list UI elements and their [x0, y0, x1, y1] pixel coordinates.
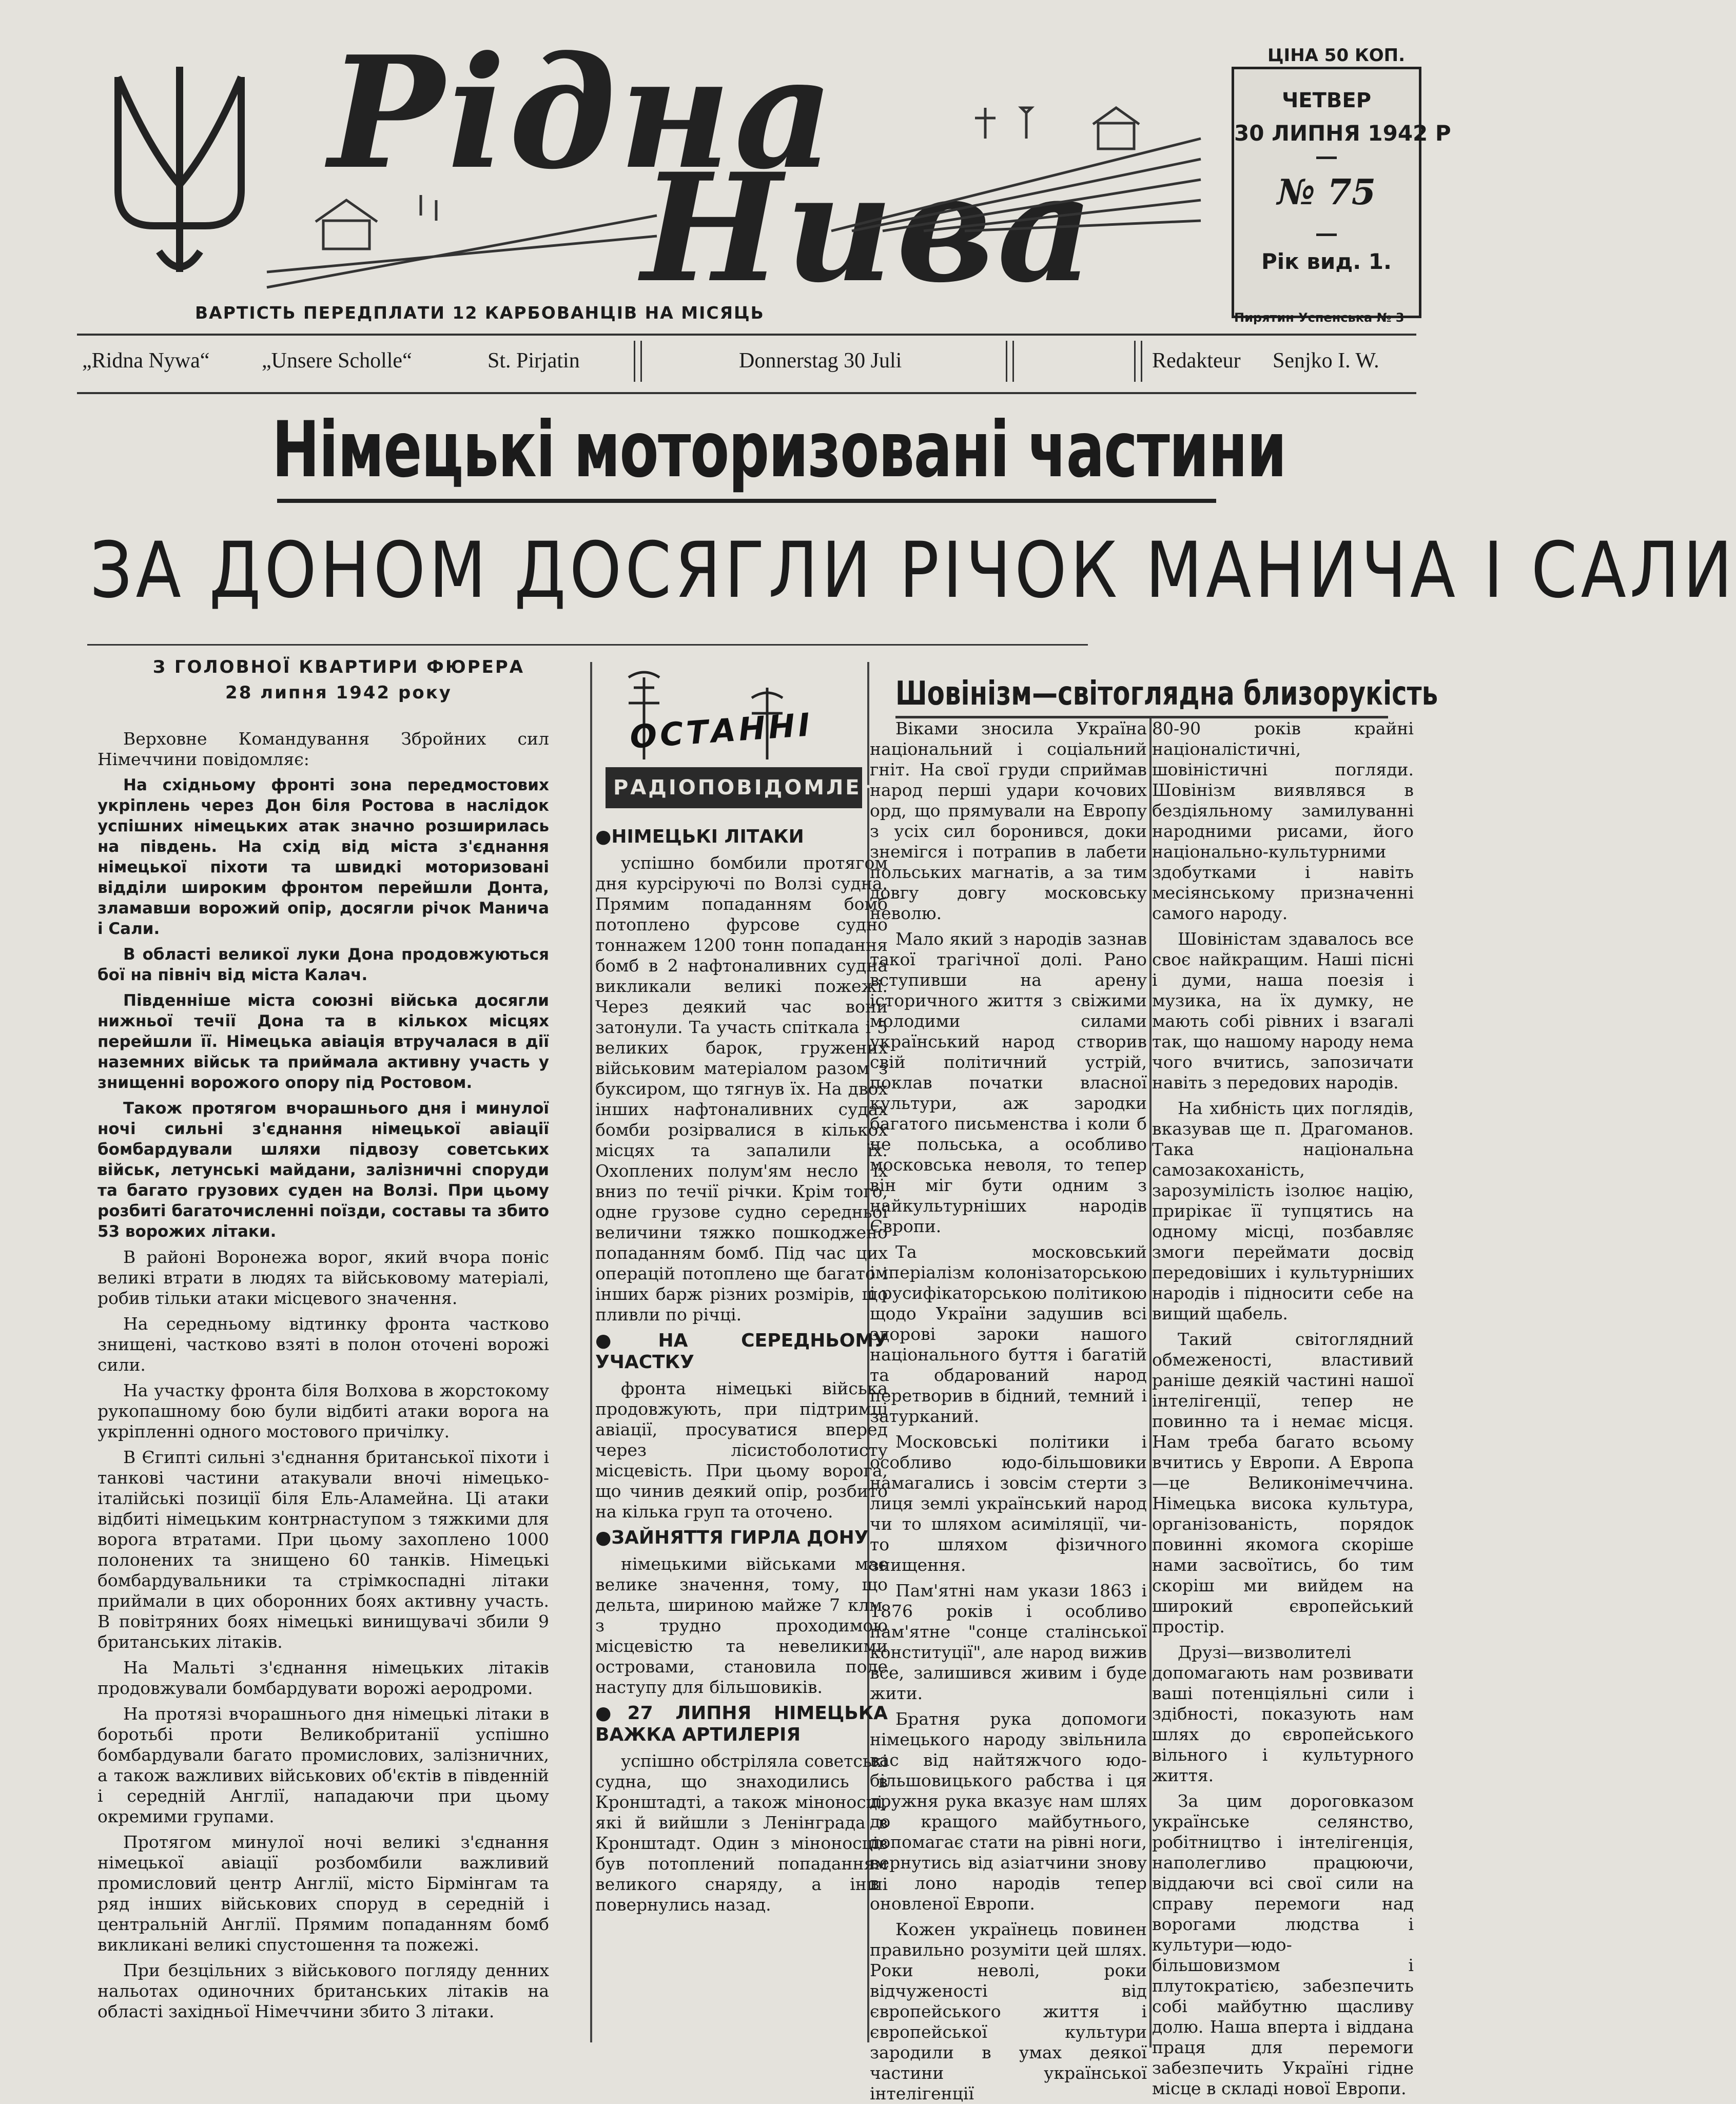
german-info-bar [77, 334, 1416, 394]
report-paragraph: Також протягом вчорашнього дня і минулої ночі сильні з'єднання німецької авіації бомбардували шляхи підвозу советських військ, летунські майдани, залізничні споруди та багато грузових суден на Волзі. При цьому розбиті багаточисленні поїзди, составы та збито 53 ворожих літаки. [97, 1099, 549, 1241]
trident-emblem-icon [103, 56, 257, 287]
name-german: „Unsere Scholle“ [262, 349, 412, 373]
main-headline [272, 405, 1286, 508]
radio-item-heading: ●НІМЕЦЬКІ ЛІТАКИ [595, 826, 804, 847]
issue-number: № 75 [1277, 172, 1376, 213]
fuhrer-hq-title: З ГОЛОВНОЇ КВАРТИРИ ФЮРЕРА [152, 657, 525, 677]
radio-item-text: німецькими військами має велике значення, тому, що дельта, шириною майже 7 клм. з трудно проходимою місцевістю та невеликими островами, становила поле наступу для більшовиків. [595, 1554, 888, 1697]
fuhrer-hq-heading [139, 654, 539, 706]
editor-name: Senjko I. W. [1273, 349, 1379, 373]
masthead [0, 0, 1451, 325]
subscription-price: ВАРТІСТЬ ПЕРЕДПЛАТИ 12 КАРБОВАНЦІВ НА МІСЯЦЬ [195, 303, 765, 323]
issue-info-box [1232, 67, 1451, 325]
column-4-article [1152, 718, 1414, 2098]
issue-day: ЧЕТВЕР [1281, 89, 1372, 112]
radio-subtitle: РАДІОПОВІДОМЛЕННЯ [613, 776, 918, 800]
article-paragraph: Та московський імперіалізм колонізаторською і русифікаторською політикою щодо України задушив всі здорові зароки нашого національного буття і багатій та обдарований народ перетворив в бідний, темний і затурканий. [870, 1242, 1147, 1426]
village-icon [267, 185, 657, 293]
issue-date: 30 ЛИПНЯ 1942 Р [1234, 121, 1451, 146]
article-paragraph: Віками зносила Україна національний і соціальний гніт. На свої груди сприймав народ перші удари кочових орд, що прямували на Европу з усіх сил боронився, доки знемігся і потрапив в лабети польських магнатів, а за тим довгу довгу московську неволю. [870, 718, 1147, 923]
report-paragraph: При безцільних з військового погляду денних нальотах одиночних британських літаків на області західньої Німеччини збито 3 літаки. [97, 1960, 549, 2021]
logo-ridna: Рідна [328, 22, 837, 203]
radio-item-heading: ●ЗАЙНЯТТЯ ГИРЛА ДОНУ [595, 1527, 869, 1548]
column-divider [590, 662, 592, 2042]
article-paragraph: Такий світоглядний обмеженості, властивий раніше деякій частині нашої інтелігенції, тепер не повинно та і немає місця. Нам треба багато всьому вчитись у Европи. А Европа—це Великонімеччина. Німецька висока культура, організованість, порядок повинні якомога скоріше нами засвоїтись, бо тим скоріш ми вийдем на широкий європейський простір. [1152, 1329, 1414, 1637]
radio-item-text: успішно обстріляла советські судна, що знаходились в Кронштадті, а також міноносці, які й вийшли з Ленінграда в Кронштадт. Один з міноносців був потоплений попаданням великого снаряду, а інші повернулись назад. [595, 1751, 888, 1915]
radio-item-heading: ●27 ЛИПНЯ НІМЕЦЬКА ВАЖКА АРТИЛЕРІЯ [595, 1703, 888, 1745]
radio-item-heading: ●НА СЕРЕДНЬОМУ УЧАСТКУ [595, 1330, 888, 1373]
article-paragraph: Друзі—визволителі допомагають нам розвивати ваші потенціяльні сили і здібності, показують нам шлях до європейського вільного і культурного життя. [1152, 1642, 1414, 1785]
column-3-article [870, 718, 1147, 2103]
report-paragraph: На протязі вчорашнього дня німецькі літаки в боротьбі проти Великобританії успішно бомбардували багато промислових, залізничних, а також важливих військових об'єктів в південній і середній Англії, нападаючи при цьому окремими групами. [97, 1704, 549, 1826]
german-date: Donnerstag 30 Juli [739, 349, 902, 373]
report-paragraph: В Єгипті сильні з'єднання британської піхоти і танкові частини атакували вночі німецько-італійські позиції біля Ель-Аламейна. Ці атаки відбиті німецьким контрнаступом з тяжкими для ворога втратами. При цьому захоплено 1000 полонених та знищено 60 танків. Німецькі бомбардувальники та стрімкоспадні літаки приймали в цих оборонних боях активну участь. В повітряних боях німецькі винищувачі збили 9 британських літаків. [97, 1447, 549, 1652]
main-headline-text: Німецькі моторизовані частини [272, 405, 1286, 495]
column-1-report [97, 729, 549, 2042]
column-divider [1149, 718, 1152, 2048]
article-paragraph: Пам'ятні нам укази 1863 і 1876 років і особливо пам'ятне "сонце сталінської конституції", але народ вижив все, залишився живим і буде жити. [870, 1581, 1147, 1703]
report-paragraph: Протягом минулої ночі великі з'єднання німецької авіації розбомбили важливий промисловий центр Англії, місто Бірмінгам та ряд інших військових споруд в середній і центральній Англії. Прямим попаданням бомб викликані великі спустошення та пожежі. [97, 1832, 549, 1955]
name-ukrainian: „Ridna Nywa“ [82, 349, 210, 373]
radio-item-text: успішно бомбили протягом дня курсіруючі по Волзі судна. Прямим попаданням бомб потоплено фурсове судно тоннажем 1200 тонн попадання бомб в 2 нафтоналивних судна викликали великі пожежі. Через деякий час вони затонули. Та участь спіткала і 5 великих барок, гружених військовим матеріалом разом з буксиром, що тягнув їх. На двох інших нафтоналивних судах бомби розірвалися в кількох місцях та запалили їх. Охоплених полум'ям несло їх вниз по течії річки. Крім того, одне грузове судно середньої величини тяжко пошкоджено попаданням бомб. Під час цих операцій потоплено ще багато і інших барж різних розмірів, що пливли по річці. [595, 853, 888, 1324]
article-paragraph: Московські політики і особливо юдо-більшовики намагались і зовсім стерти з лиця землі український народ чи то шляхом асиміляції, чи-то шляхом фізичного знищення. [870, 1432, 1147, 1575]
report-paragraph: Південніше міста союзні війська досягли нижньої течії Дона та в кількох місцях перейшли її. Німецька авіація втручалася в дії наземних військ та приймала активну участь у знищенні ворожого опору під Ростовом. [97, 991, 549, 1092]
article-paragraph: Мало який з народів зазнав такої трагічної долі. Рано вступивши на арену історичного життя з свіжими молодими силами український народ створив свій політичний устрій, поклав початки власної культури, аж зародки багатого письменства і коли б не польська, а особливо московська неволя, то тепер він міг бути одним з найкультурніших народів Європи. [870, 929, 1147, 1236]
logo-nyva: Нива [641, 141, 1097, 316]
article-paragraph: На хибність цих поглядів, вказував ще п. Драгоманов. Така національна самозакоханість, зарозумілість ізолює націю, прирікає її тупцятись на одному місці, позбавляє змоги переймати досвід передовіших і культурніших народів і підносити себе на вищий щабель. [1152, 1098, 1414, 1323]
article-paragraph: Шовіністам здавалось все своє найкращим. Наші пісні і думи, наша поезія і музика, на їх думку, не мають собі рівних і взагалі так, що нашому народу нема чого вчитись, запозичати навіть з передових народів. [1152, 929, 1414, 1093]
report-paragraph: В області великої луки Дона продовжуються бої на північ від міста Калач. [97, 945, 549, 984]
article-title: Шовінізм—світоглядна близорукість [895, 675, 1438, 713]
column-2-radio-news [595, 826, 888, 2048]
publication-year: Рік вид. 1. [1261, 249, 1392, 274]
article-paragraph: За цим дороговказом українське селянство, робітництво і інтелігенція, наполегливо працюючи, віддаючи всі свої сили на справу перемоги над ворогами людства і культури—юдо-більшовизмом і плутократією, забезпечить собі майбутню щасливу долю. Наша вперта і віддана праця для перемоги забезпечить Україні гідне місце в складі нової Европи. [1152, 1791, 1414, 2098]
article-paragraph: 80-90 років крайні націоналістичні, шовіністичні погляди. Шовінізм виявлявся в бездіяльному замилуванні народними рисами, його національно-культурними здобутками і навіть месіянському призначенні самого народу. [1152, 718, 1414, 923]
report-paragraph: На участку фронта біля Волхова в жорстокому рукопашному бою були відбиті атаки ворога на укріпленні одного мостового причілку. [97, 1380, 549, 1441]
article-paragraph: Братня рука допомоги німецького народу звільнила вас від найтяжчого юдо-більшовицького рабства і ця дружня рука вказує нам шлях до кращого майбутнього, допомагає стати на рівні ноги, вернутись від азіатчини знову в лоно народів тепер оновленої Европи. [870, 1709, 1147, 1914]
place-name: St. Pirjatin [487, 349, 580, 373]
report-paragraph: На середньому відтинку фронта частково знищені, частково взяті в полон оточені ворожі сили. [97, 1314, 549, 1375]
report-intro: Верховне Командування Збройних сил Німеччини повідомляє: [97, 729, 549, 769]
issue-price: ЦІНА 50 КОП. [1267, 45, 1406, 66]
editor-label: Redakteur [1152, 349, 1241, 373]
report-paragraph: На Мальті з'єднання німецьких літаків продовжували бомбардувати ворожі аеродроми. [97, 1658, 549, 1698]
article-paragraph: Кожен українець повинен правильно розуміти цей шлях. Роки неволі, роки відчуженості від європейського життя і європейської культури зародили в умах деякої частини української інтелігенції [870, 1919, 1147, 2103]
headline-rule [87, 644, 1088, 646]
fuhrer-hq-date: 28 липня 1942 року [225, 683, 452, 703]
radio-title: ОСТАННІ [629, 706, 814, 756]
report-paragraph: На східньому фронті зона передмостових укріплень через Дон біля Ростова в наслідок успішних німецьких атак значно розширилась на південь. На схід від міста з'єднання німецької піхоти та швидкі моторизовані відділи широким фронтом перейшли Донта, зламавши ворожий опір, досягли річок Манича і Сали. [97, 776, 549, 938]
sub-headline: ЗА ДОНОМ ДОСЯГЛИ РІЧОК МАНИЧА І САЛИ [90, 526, 1736, 615]
editorial-address: Пирятин Успенська № 3 [1234, 310, 1405, 325]
landscape-icon [831, 77, 1201, 241]
radio-item-text: фронта німецькі війська продовжують, при підтримці авіації, просуватися вперед через лісистоболотисту місцевість. При цьому ворога, що чинив деякий опір, розбито на кілька груп та оточено. [595, 1378, 888, 1522]
report-paragraph: В районі Воронежа ворог, який вчора поніс великі втрати в людях та військовому матеріалі, робив тільки атаки місцевого значення. [97, 1247, 549, 1308]
